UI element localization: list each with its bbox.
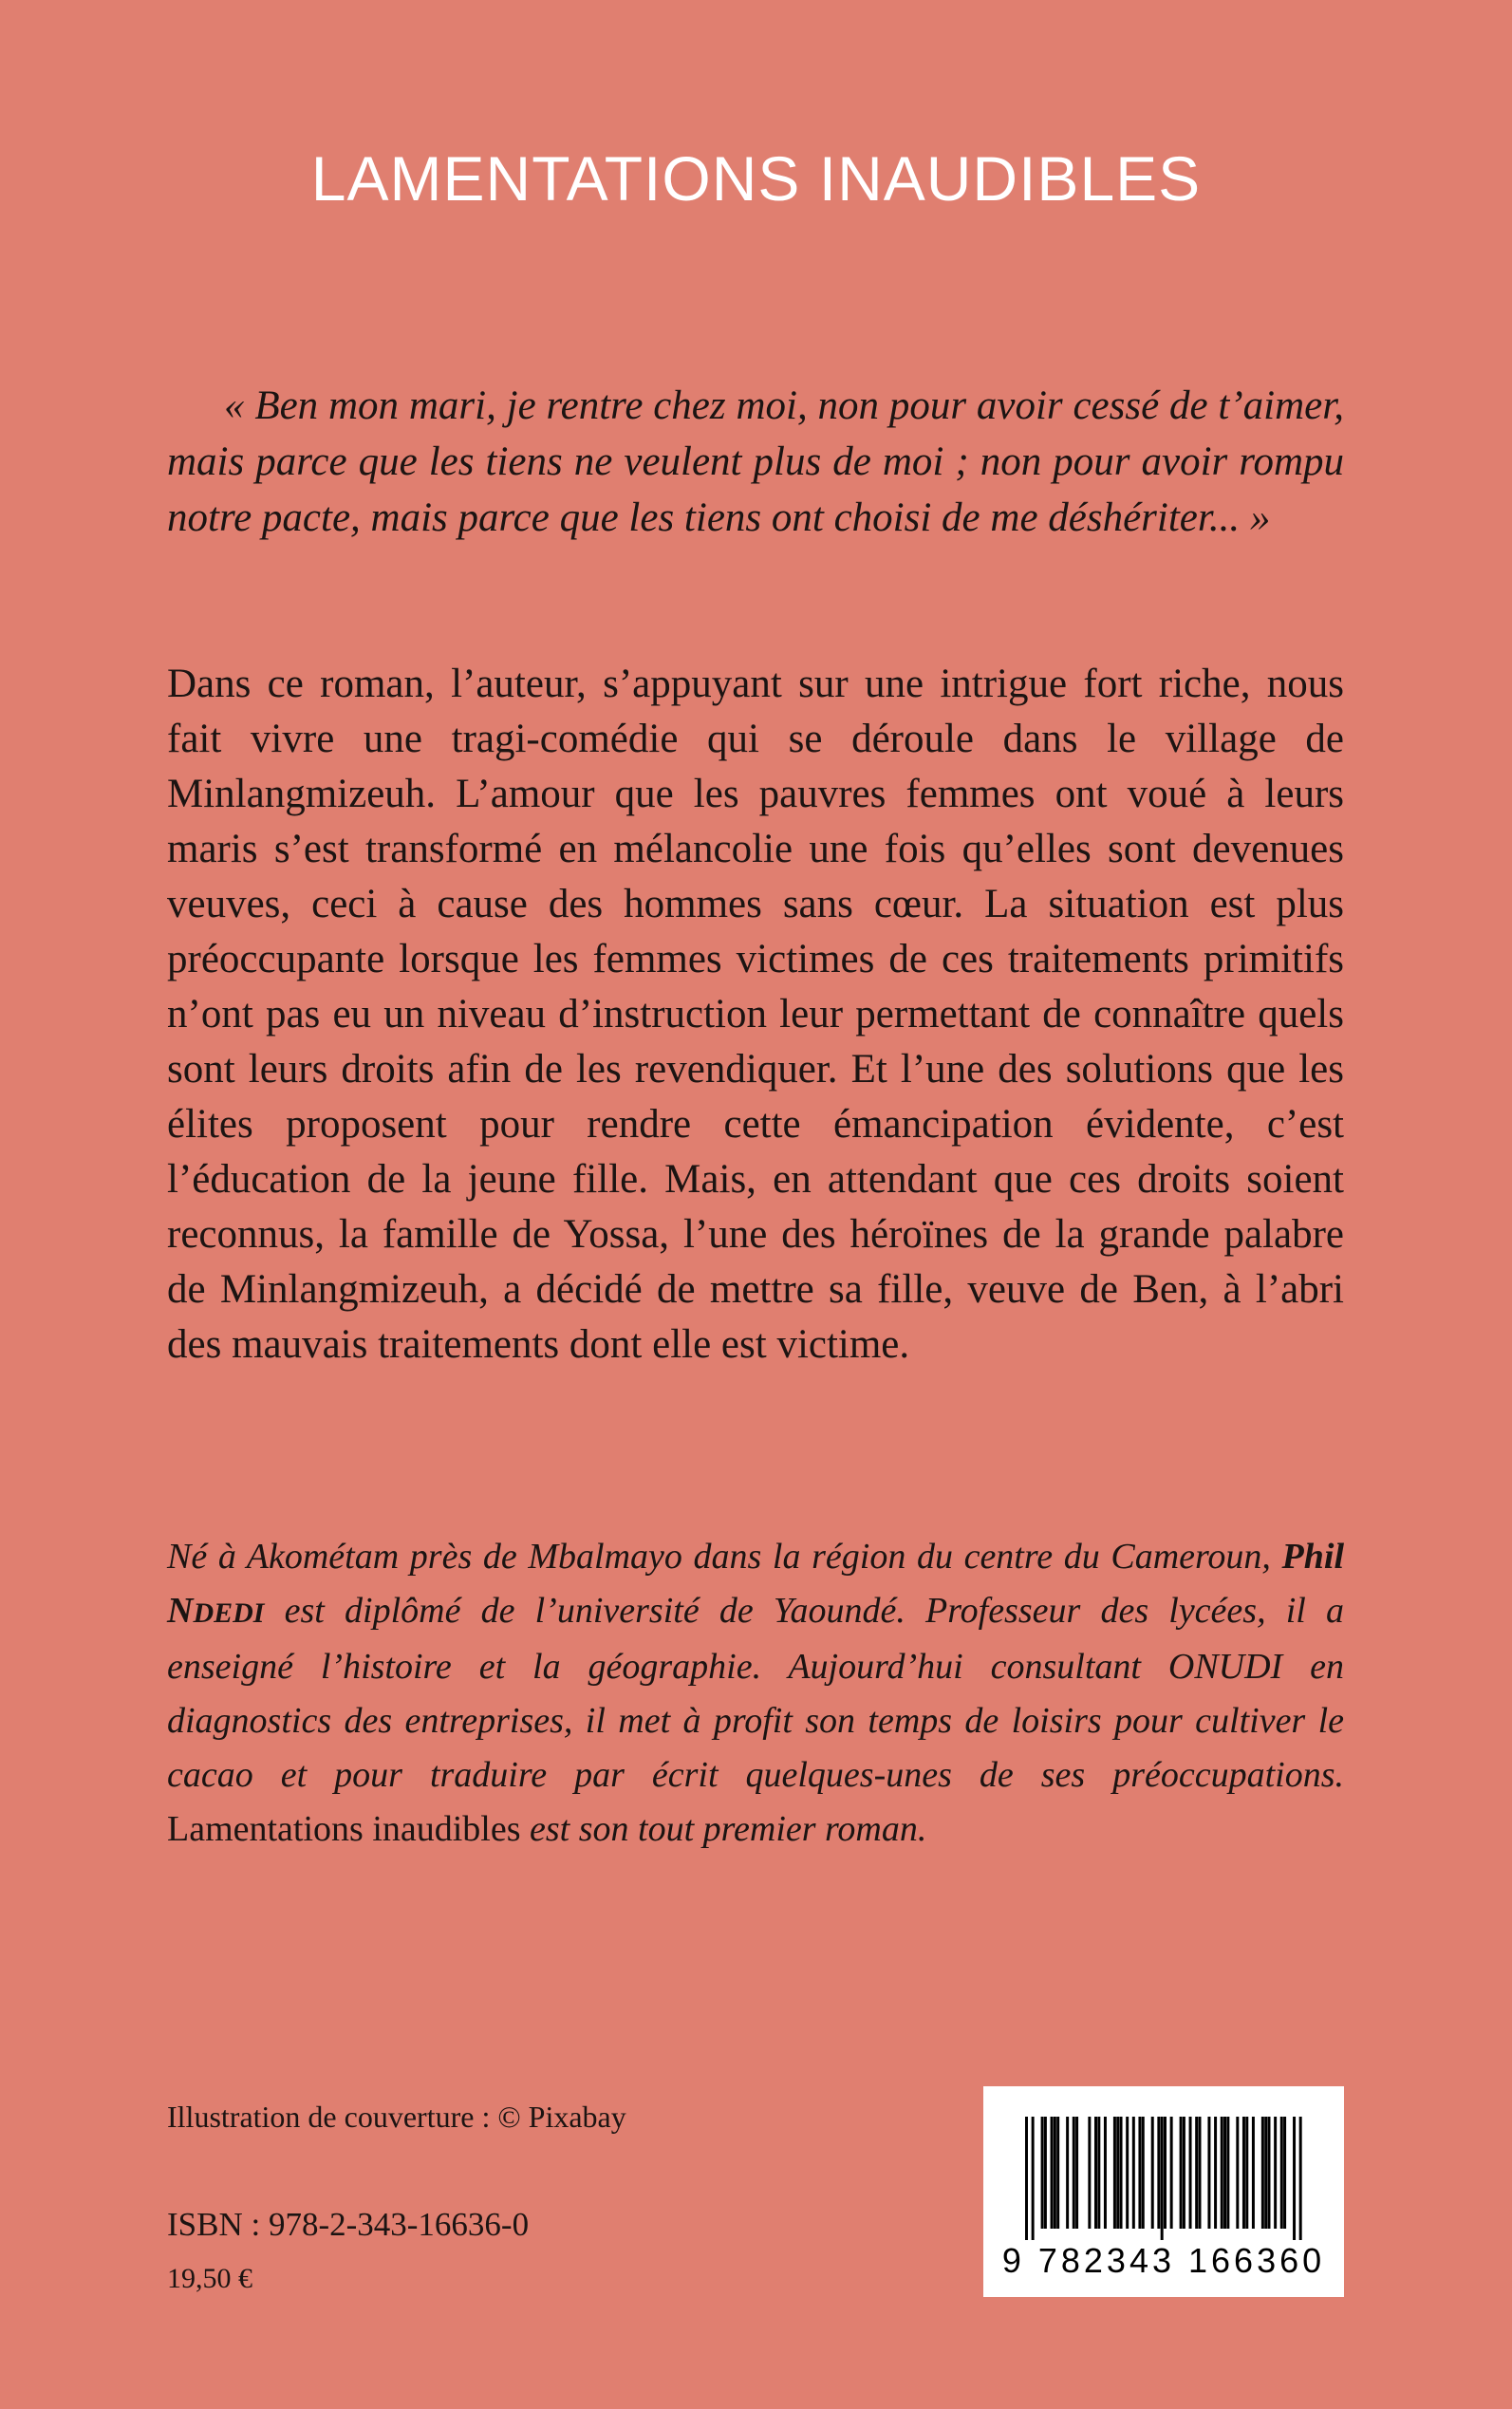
barcode-bar <box>1189 2117 1192 2229</box>
barcode-bar <box>1097 2117 1100 2229</box>
bio-body: est diplômé de l’université de Yaoundé. Professeur des lycées, il a enseigné l’histoire et la géographie. Aujourd’hui consultant ONUDI en diagnostics des entreprises, il met à profit son temps de loisirs pour cultiver le cacao et pour traduire par écrit quelques-unes de ses préoccupations. <box>167 1591 1345 1795</box>
barcode-bar <box>1151 2117 1154 2229</box>
barcode-bar <box>1252 2117 1255 2229</box>
author-bio <box>167 1530 1344 1857</box>
barcode-bar <box>1104 2117 1107 2229</box>
barcode-bar <box>1138 2117 1141 2229</box>
barcode-bar <box>1283 2117 1286 2229</box>
barcode-bar <box>1214 2117 1217 2229</box>
barcode-bar <box>1075 2117 1078 2229</box>
barcode-bar <box>1207 2117 1210 2229</box>
barcode <box>983 2086 1344 2297</box>
barcode-bar <box>1044 2117 1047 2229</box>
cover-credit: Illustration de couverture : © Pixabay <box>167 2100 626 2134</box>
barcode-bar <box>1226 2117 1229 2229</box>
barcode-bar <box>1268 2117 1271 2229</box>
barcode-bar <box>1132 2117 1135 2229</box>
barcode-bar <box>1161 2117 1164 2240</box>
barcode-bar <box>1164 2117 1167 2229</box>
barcode-bar <box>1236 2117 1239 2229</box>
barcode-bar <box>1183 2117 1185 2229</box>
barcode-bar <box>1180 2117 1183 2229</box>
barcode-bar <box>1245 2117 1248 2229</box>
barcode-bar <box>1242 2117 1245 2229</box>
barcode-bar <box>1199 2117 1202 2229</box>
epigraph-quote: « Ben mon mari, je rentre chez moi, non pour avoir cessé de t’aimer, mais parce que les tiens ne veulent plus de moi ; non pour avoir rompu notre pacte, mais parce que les tiens ont choisi de me déshériter... » <box>167 383 1344 540</box>
barcode-bar <box>1056 2117 1059 2229</box>
barcode-bar <box>1120 2117 1123 2229</box>
barcode-bar <box>1032 2117 1035 2240</box>
synopsis-paragraph: Dans ce roman, l’auteur, s’appuyant sur une intrigue fort riche, nous fait vivre une tragi-comédie qui se déroule dans le village de Minlangmizeuh. L’amour que les pauvres femmes ont voué à leurs maris s’est transformé en mélancolie une fois qu’elles sont devenues veuves, ceci à cause des hommes sans cœur. La situation est plus préoccupante lorsque les femmes victimes de ces traitements primitifs n’ont pas eu un niveau d’instruction leur permettant de connaître quels sont leurs droits afin de les revendiquer. Et l’une des solutions que les élites proposent pour rendre cette émancipation évidente, c’est l’éducation de la jeune fille. Mais, en attendant que ces droits soient reconnus, la famille de Yossa, l’une des héroïnes de la grande palabre de Minlangmizeuh, a décidé de mettre sa fille, veuve de Ben, à l’abri des mauvais traitements dont elle est victime. <box>167 662 1344 1367</box>
isbn-label: ISBN : 978-2-343-16636-0 <box>167 2206 530 2243</box>
barcode-bar <box>1126 2117 1129 2229</box>
barcode-bar <box>1170 2117 1173 2229</box>
barcode-bar <box>1195 2117 1198 2229</box>
bio-intro: Né à Akométam près de Mbalmayo dans la région du centre du Cameroun, <box>167 1537 1271 1577</box>
barcode-bar <box>1116 2117 1119 2229</box>
barcode-bar <box>1073 2117 1075 2229</box>
barcode-bar <box>1221 2117 1223 2229</box>
barcode-bar <box>1088 2117 1091 2229</box>
barcode-bar <box>1142 2117 1145 2229</box>
book-title: LAMENTATIONS INAUDIBLES <box>310 143 1202 214</box>
barcode-bar <box>1274 2117 1277 2229</box>
barcode-bar <box>1280 2117 1283 2229</box>
barcode-bar <box>1113 2117 1116 2229</box>
barcode-bars <box>1025 2117 1302 2240</box>
barcode-bar <box>1066 2117 1069 2229</box>
barcode-bar <box>1264 2117 1267 2229</box>
barcode-bar <box>1051 2117 1054 2229</box>
barcode-bar <box>1293 2117 1296 2240</box>
barcode-bar <box>1094 2117 1097 2229</box>
barcode-bar <box>1261 2117 1264 2229</box>
barcode-bar <box>1223 2117 1226 2229</box>
barcode-bar <box>1025 2117 1028 2240</box>
price-label: 19,50 € <box>167 2263 252 2294</box>
barcode-bar <box>1157 2117 1160 2229</box>
barcode-digits: 9 782343 166360 <box>1001 2241 1326 2280</box>
barcode-bar <box>1041 2117 1044 2229</box>
barcode-bar <box>1054 2117 1056 2229</box>
bio-closing: est son tout premier roman. <box>530 1809 927 1849</box>
bio-book-title: Lamentations inaudibles <box>167 1809 521 1849</box>
author-name: Phil NDEDI <box>167 1537 1345 1631</box>
barcode-bar <box>1299 2117 1302 2240</box>
